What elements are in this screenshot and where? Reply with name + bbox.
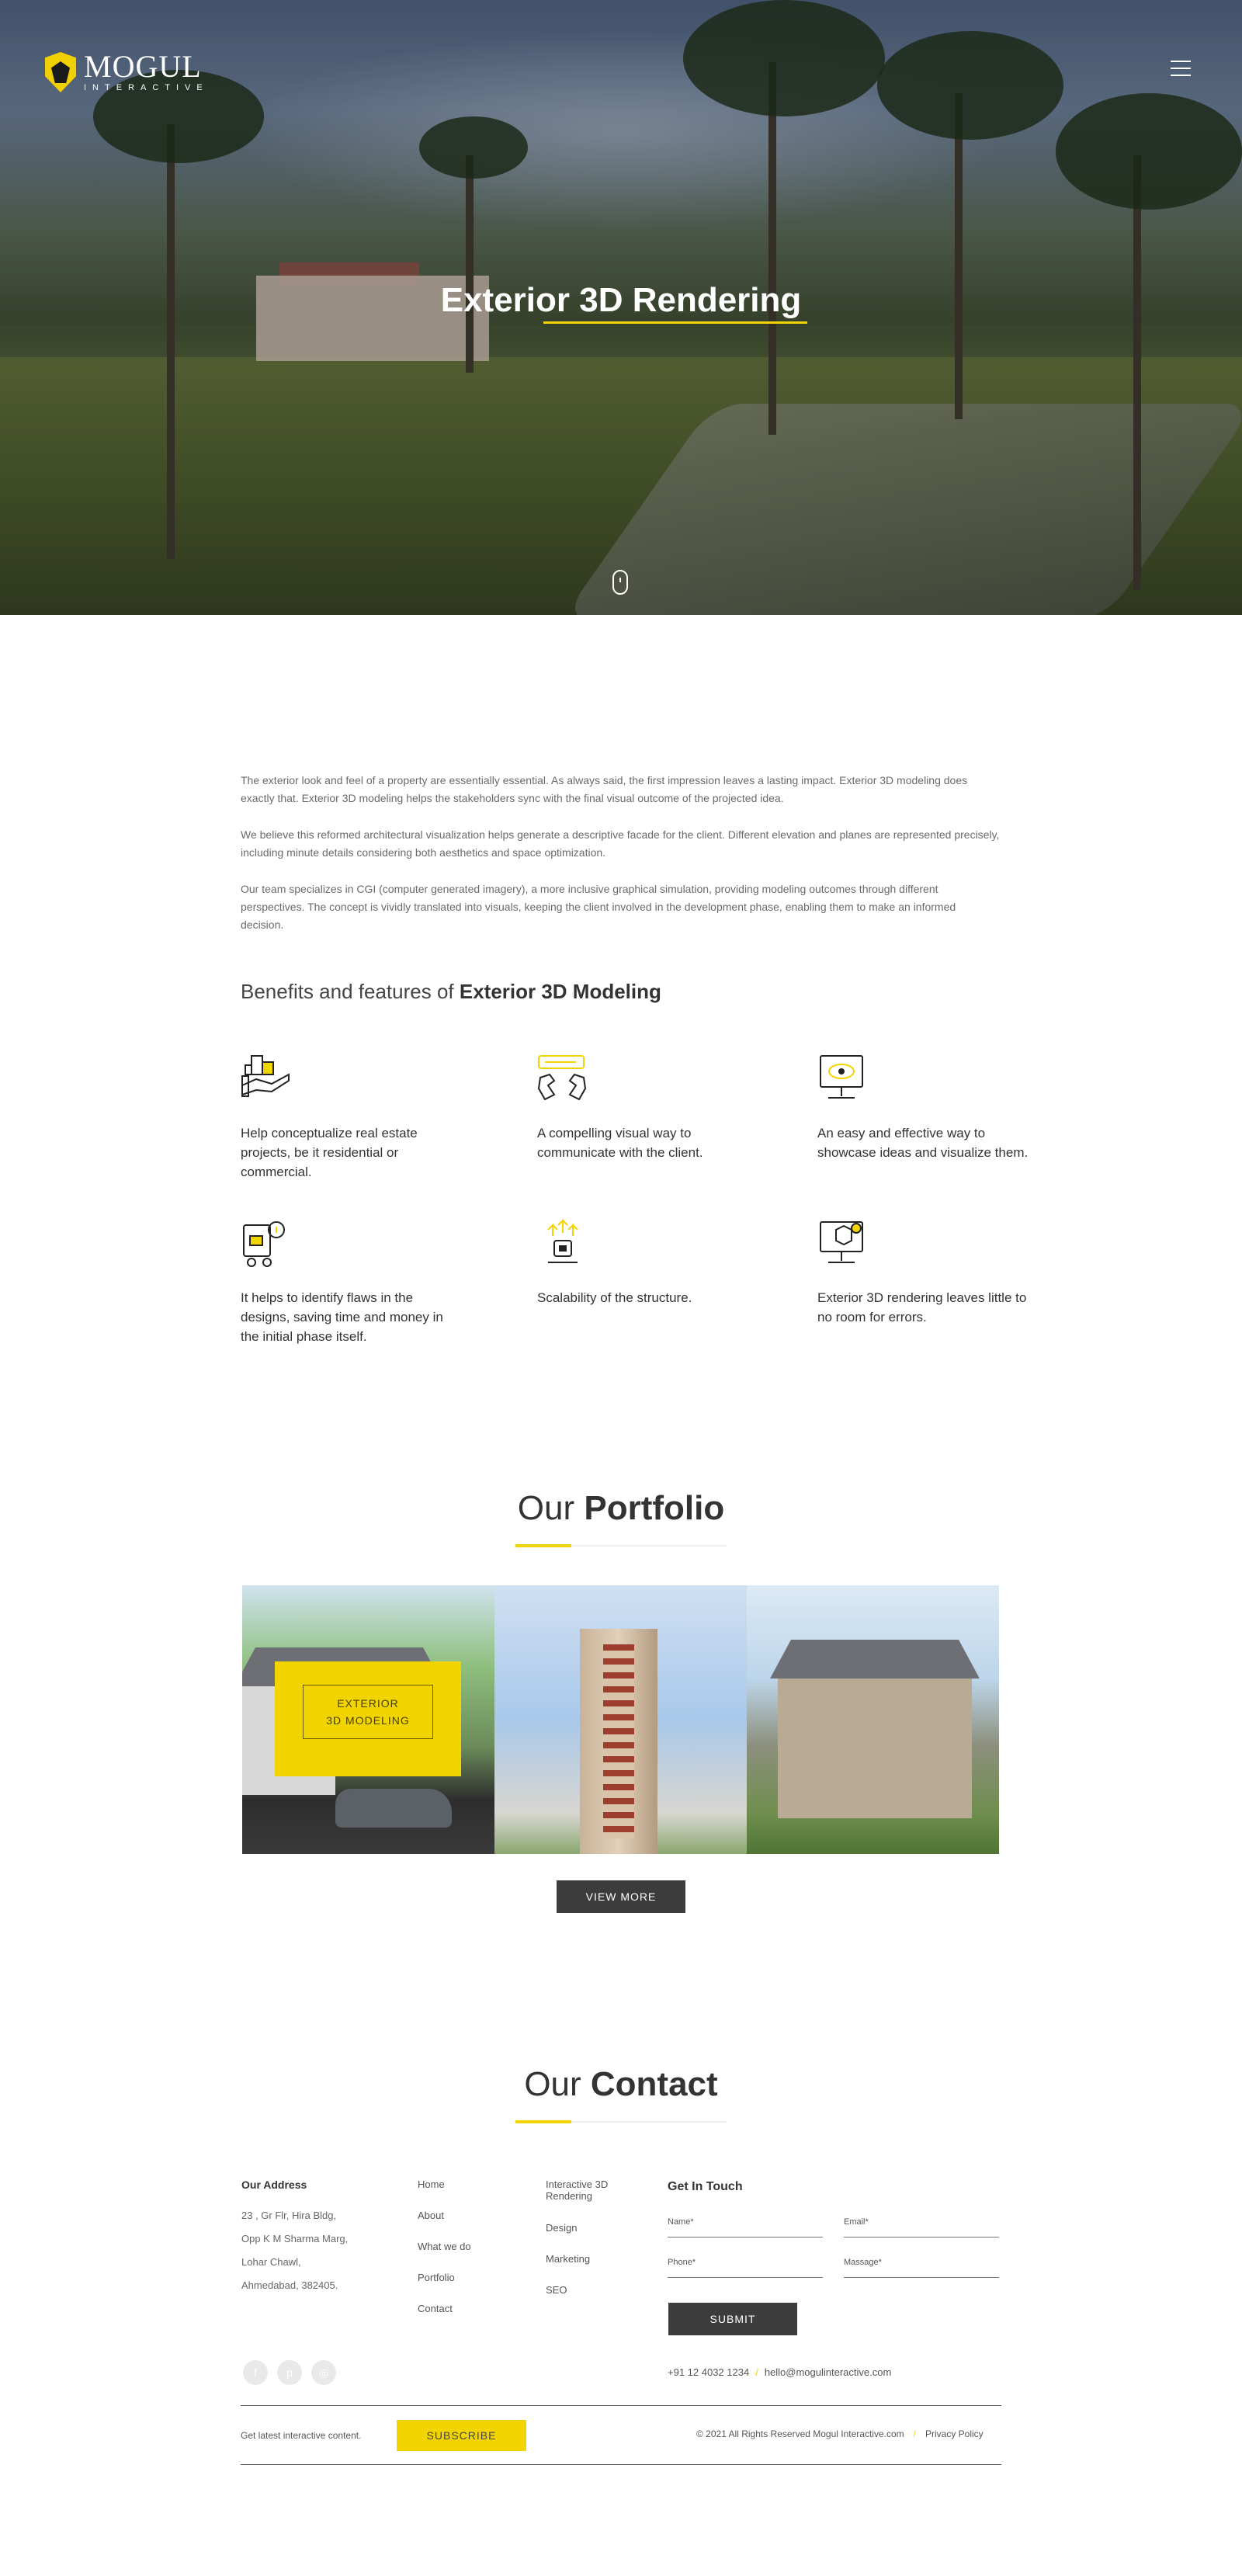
contact-heading-light: Our xyxy=(524,2065,591,2103)
footer-link-what-we-do[interactable]: What we do xyxy=(418,2241,471,2252)
footer-link-marketing[interactable]: Marketing xyxy=(546,2253,591,2265)
tower-image xyxy=(580,1629,657,1854)
feature-text: Scalability of the structure. xyxy=(537,1290,692,1305)
footer-legal xyxy=(696,2428,984,2439)
email-field[interactable]: Email* xyxy=(844,2217,999,2238)
feature-item xyxy=(817,1054,1035,1162)
idea-toolbox-icon xyxy=(241,1219,292,1269)
feature-text: A compelling visual way to communicate with the client. xyxy=(537,1126,703,1160)
address-heading: Our Address xyxy=(241,2178,307,2191)
email-address[interactable]: hello@mogulinteractive.com xyxy=(764,2366,892,2378)
address-line: Lohar Chawl, xyxy=(241,2256,301,2268)
feature-text: Exterior 3D rendering leaves little to no room for errors. xyxy=(817,1290,1027,1324)
portfolio-category-label: EXTERIOR 3D MODELING xyxy=(326,1697,410,1727)
benefits-heading-prefix: Benefits and features of xyxy=(241,980,460,1003)
portfolio-heading-rule xyxy=(515,1545,727,1547)
intro-paragraph: Our team specializes in CGI (computer generated imagery), a more inclusive graphical simulation, providing modeling outcomes through different perspectives. The concept is vividly translated into visuals, keeping the client involved in the development phase, enabling them to make an informed decision. xyxy=(241,883,956,931)
logo-tagline: INTERACTIVE xyxy=(84,83,209,92)
benefits-heading xyxy=(241,980,661,1004)
get-in-touch-heading: Get In Touch xyxy=(668,2180,743,2193)
title-underline xyxy=(543,321,807,324)
feature-item xyxy=(537,1054,755,1162)
submit-button[interactable]: SUBMIT xyxy=(668,2303,797,2335)
feature-text: Help conceptualize real estate projects, be it residential or commercial. xyxy=(241,1126,418,1179)
footer-link-home[interactable]: Home xyxy=(418,2178,445,2190)
house-image xyxy=(778,1671,972,1818)
brand-logo[interactable] xyxy=(45,51,209,93)
facebook-icon[interactable]: f xyxy=(243,2360,268,2385)
address-line: 23 , Gr Flr, Hira Bldg, xyxy=(241,2210,337,2221)
footer-link-contact[interactable]: Contact xyxy=(418,2303,453,2314)
overlay-frame xyxy=(303,1685,433,1739)
buildings-hand-icon xyxy=(241,1054,292,1104)
footer-link-portfolio[interactable]: Portfolio xyxy=(418,2272,455,2283)
scroll-down-icon[interactable] xyxy=(612,570,628,595)
portfolio-item[interactable] xyxy=(747,1585,999,1854)
portfolio-item[interactable] xyxy=(242,1585,494,1854)
legal-separator: / xyxy=(913,2428,916,2439)
name-field[interactable]: Name* xyxy=(668,2217,823,2238)
footer-bottom-divider xyxy=(241,2464,1001,2465)
portfolio-gallery xyxy=(242,1585,1000,1854)
portfolio-item[interactable] xyxy=(494,1585,747,1854)
intro-paragraph: The exterior look and feel of a property are essentially essential. As always said, the first impression leaves a lasting impact. Exterior 3D modeling does exactly that. Exterior 3D modeling helps the stakeholders sync with the final visual outcome of the projected idea. xyxy=(241,774,968,804)
message-field[interactable]: Massage* xyxy=(844,2258,999,2278)
address-line: Opp K M Sharma Marg, xyxy=(241,2233,349,2244)
privacy-policy-link[interactable]: Privacy Policy xyxy=(925,2428,984,2439)
feature-text: It helps to identify flaws in the designs, saving time and money in the initial phase itself. xyxy=(241,1290,443,1344)
benefits-heading-bold: Exterior 3D Modeling xyxy=(459,980,661,1003)
subscribe-button[interactable]: SUBSCRIBE xyxy=(397,2420,526,2451)
logo-text xyxy=(84,51,209,93)
scalability-icon xyxy=(537,1219,588,1269)
copyright-text: © 2021 All Rights Reserved Mogul Interactive.com xyxy=(696,2428,904,2439)
phone-field[interactable]: Phone* xyxy=(668,2258,823,2278)
page-title: Exterior 3D Rendering xyxy=(440,281,802,319)
feature-text: An easy and effective way to showcase ideas and visualize them. xyxy=(817,1126,1029,1160)
pinterest-icon[interactable]: p xyxy=(277,2360,302,2385)
monitor-cube-icon xyxy=(817,1219,869,1269)
car-image xyxy=(335,1789,452,1828)
contact-details xyxy=(668,2366,891,2378)
contact-heading-bold: Contact xyxy=(590,2065,718,2103)
intro-text xyxy=(241,772,1001,953)
footer-divider xyxy=(241,2405,1001,2406)
footer-link-design[interactable]: Design xyxy=(546,2222,578,2234)
logo-name: MOGUL xyxy=(84,49,202,84)
footer-link-seo[interactable]: SEO xyxy=(546,2284,567,2296)
feature-item xyxy=(241,1219,458,1346)
monitor-eye-icon xyxy=(817,1054,869,1104)
footer-link-about[interactable]: About xyxy=(418,2210,444,2221)
portfolio-heading xyxy=(0,1489,1242,1528)
feature-item xyxy=(537,1219,755,1307)
footer-link-3d-rendering[interactable]: Interactive 3D Rendering xyxy=(546,2178,609,2202)
portfolio-heading-bold: Portfolio xyxy=(584,1489,725,1527)
feature-item xyxy=(241,1054,458,1182)
address-line: Ahmedabad, 382405. xyxy=(241,2279,338,2291)
contact-heading-rule xyxy=(515,2121,727,2123)
newsletter-text: Get latest interactive content. xyxy=(241,2430,362,2441)
communication-icon xyxy=(537,1054,588,1104)
contact-separator: / xyxy=(755,2366,758,2378)
portfolio-heading-light: Our xyxy=(517,1489,585,1527)
menu-icon[interactable] xyxy=(1171,61,1191,78)
feature-item xyxy=(817,1219,1035,1327)
lion-shield-icon xyxy=(45,52,76,92)
view-more-button[interactable]: VIEW MORE xyxy=(557,1880,685,1913)
hero-banner xyxy=(0,0,1242,615)
contact-heading xyxy=(0,2065,1242,2104)
phone-number[interactable]: +91 12 4032 1234 xyxy=(668,2366,750,2378)
intro-paragraph: We believe this reformed architectural visualization helps generate a descriptive facade for the client. Different elevation and planes are represented precisely, including minute details considering both aesthetics and space optimization. xyxy=(241,828,1000,859)
portfolio-hover-overlay[interactable] xyxy=(275,1661,461,1776)
instagram-icon[interactable]: ◎ xyxy=(311,2360,336,2385)
